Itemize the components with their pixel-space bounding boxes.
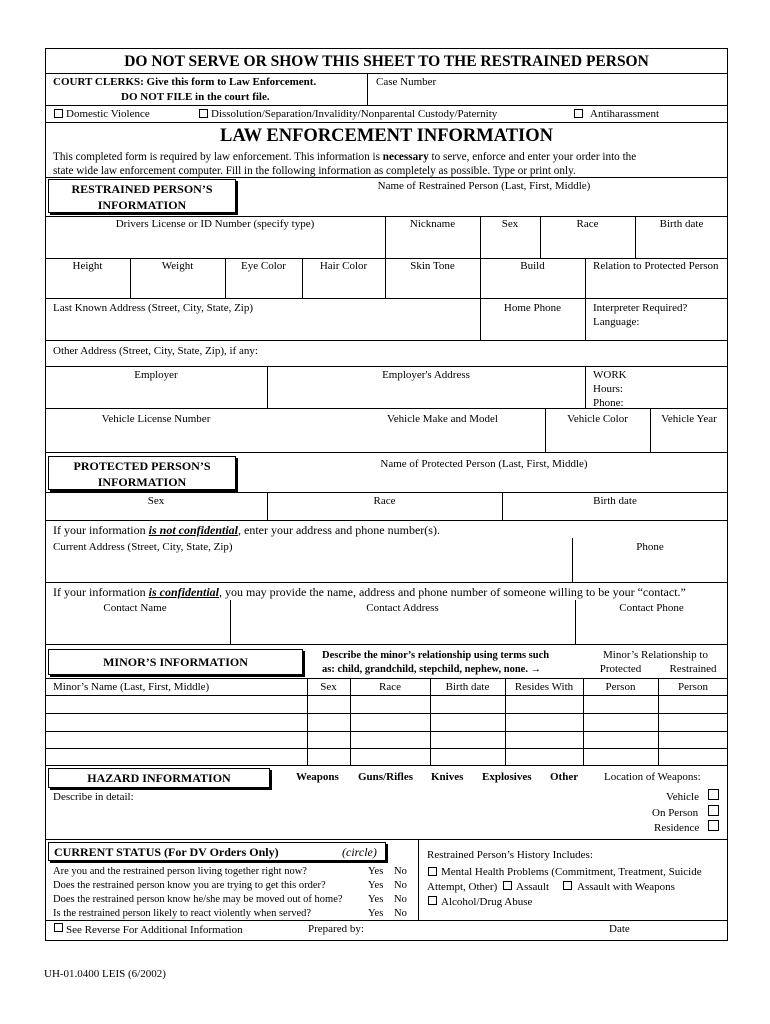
weapons-label: Weapons bbox=[296, 771, 339, 783]
minor-row[interactable] bbox=[45, 695, 728, 713]
vehicle-license-label: Vehicle License Number bbox=[101, 413, 211, 425]
protected-name-label: Name of Protected Person (Last, First, Middle) bbox=[380, 458, 588, 470]
contact-name-label: Contact Name bbox=[103, 602, 167, 614]
protected-heading-line-2: INFORMATION bbox=[97, 475, 187, 489]
on-person-label: On Person bbox=[652, 807, 699, 819]
minor-relationship-title: Minor’s Relationship to bbox=[603, 649, 708, 661]
minor-heading: MINOR’S INFORMATION bbox=[103, 655, 248, 669]
no-option[interactable]: No bbox=[394, 908, 407, 919]
form-id: UH-01.0400 LEIS (6/2002) bbox=[44, 968, 166, 980]
case-number-label: Case Number bbox=[376, 76, 437, 88]
contact-phone-label: Contact Phone bbox=[619, 602, 684, 614]
vehicle-label: Vehicle bbox=[666, 791, 699, 803]
minor-name-label: Minor’s Name (Last, First, Middle) bbox=[53, 681, 210, 693]
rel-restrained-line-2: Person bbox=[678, 681, 708, 693]
dissolution-checkbox[interactable] bbox=[199, 109, 208, 118]
minor-birth-date-label: Birth date bbox=[445, 681, 490, 693]
history-includes-label: Restrained Person’s History Includes: bbox=[427, 849, 593, 861]
mental-health-checkbox[interactable] bbox=[428, 867, 437, 876]
assault-weapons-label: Assault with Weapons bbox=[577, 881, 675, 893]
yes-option[interactable]: Yes bbox=[368, 894, 384, 905]
no-option[interactable]: No bbox=[394, 880, 407, 891]
rel-restrained-line-1: Restrained bbox=[669, 663, 717, 675]
protected-birth-date-label: Birth date bbox=[593, 495, 637, 507]
alcohol-drug-label: Alcohol/Drug Abuse bbox=[441, 896, 533, 908]
date-label: Date bbox=[609, 923, 630, 935]
hazard-heading: HAZARD INFORMATION bbox=[87, 771, 231, 785]
other-label: Other bbox=[550, 771, 579, 783]
knives-label: Knives bbox=[431, 771, 464, 783]
nickname-label: Nickname bbox=[409, 218, 456, 230]
language-label: Language: bbox=[593, 316, 640, 328]
intro-line-1: This completed form is required by law enforcement. This information is necessary to serve, enforce and enter your order into the bbox=[53, 151, 637, 163]
build-label: Build bbox=[520, 260, 545, 272]
prepared-by-label: Prepared by: bbox=[308, 923, 364, 935]
do-not-file-instruction: DO NOT FILE in the court file. bbox=[121, 91, 270, 103]
minor-describe-line-1: Describe the minor’s relationship using terms such bbox=[322, 650, 550, 661]
protected-phone-label: Phone bbox=[636, 541, 664, 553]
domestic-violence-label: Domestic Violence bbox=[66, 108, 150, 120]
weight-label: Weight bbox=[161, 260, 194, 272]
mental-health-label-cont: Attempt, Other) bbox=[427, 881, 498, 893]
status-question-1: Are you and the restrained person living together right now? bbox=[53, 866, 307, 877]
eye-color-label: Eye Color bbox=[241, 260, 286, 272]
domestic-violence-checkbox[interactable] bbox=[54, 109, 63, 118]
employer-label: Employer bbox=[134, 369, 178, 381]
on-person-checkbox[interactable] bbox=[708, 805, 719, 816]
vehicle-checkbox[interactable] bbox=[708, 789, 719, 800]
court-clerks-instruction: COURT CLERKS: Give this form to Law Enforcement. bbox=[53, 76, 317, 88]
yes-option[interactable]: Yes bbox=[368, 880, 384, 891]
status-question-4: Is the restrained person likely to react violently when served? bbox=[53, 908, 312, 919]
restrained-birth-date-label: Birth date bbox=[659, 218, 704, 230]
minor-race-label: Race bbox=[379, 681, 401, 693]
divider bbox=[45, 73, 728, 74]
minor-row[interactable] bbox=[45, 731, 728, 748]
protected-sex-label: Sex bbox=[147, 495, 165, 507]
confidential-instruction: If your information is confidential, you may provide the name, address and phone number of someone willing to be your “contact.” bbox=[53, 585, 686, 599]
dissolution-label: Dissolution/Separation/Invalidity/Nonparental Custody/Paternity bbox=[211, 108, 498, 120]
restrained-race-label: Race bbox=[576, 218, 599, 230]
do-not-serve-banner: DO NOT SERVE OR SHOW THIS SHEET TO THE RESTRAINED PERSON bbox=[124, 53, 649, 70]
residence-checkbox[interactable] bbox=[708, 820, 719, 831]
restrained-sex-label: Sex bbox=[501, 218, 519, 230]
last-known-address-label: Last Known Address (Street, City, State, Zip) bbox=[53, 302, 254, 314]
status-question-2: Does the restrained person know you are trying to get this order? bbox=[53, 880, 326, 891]
assault-weapons-checkbox[interactable] bbox=[563, 881, 572, 890]
describe-detail-label: Describe in detail: bbox=[53, 791, 134, 803]
relation-to-protected-label: Relation to Protected Person bbox=[593, 260, 719, 272]
not-confidential-instruction: If your information is not confidential, enter your address and phone number(s). bbox=[53, 523, 440, 537]
no-option[interactable]: No bbox=[394, 866, 407, 877]
vehicle-year-label: Vehicle Year bbox=[661, 413, 717, 425]
interpreter-required-label: Interpreter Required? bbox=[593, 302, 688, 314]
home-phone-label: Home Phone bbox=[503, 302, 562, 314]
restrained-name-label: Name of Restrained Person (Last, First, Middle) bbox=[377, 180, 591, 192]
see-reverse-checkbox[interactable] bbox=[54, 923, 63, 932]
assault-checkbox[interactable] bbox=[503, 881, 512, 890]
skin-tone-label: Skin Tone bbox=[410, 260, 455, 272]
work-phone-label: Phone: bbox=[593, 397, 624, 409]
minor-row[interactable] bbox=[45, 713, 728, 731]
height-label: Height bbox=[72, 260, 103, 272]
resides-with-label: Resides With bbox=[514, 681, 574, 693]
explosives-label: Explosives bbox=[482, 771, 532, 783]
assault-label: Assault bbox=[516, 881, 549, 893]
minor-sex-label: Sex bbox=[320, 681, 337, 693]
guns-rifles-label: Guns/Rifles bbox=[358, 771, 414, 783]
status-question-3: Does the restrained person know he/she may be moved out of home? bbox=[53, 894, 343, 905]
yes-option[interactable]: Yes bbox=[368, 908, 384, 919]
vehicle-make-label: Vehicle Make and Model bbox=[387, 413, 498, 425]
minor-describe-line-2: as: child, grandchild, stepchild, nephew, none. → bbox=[322, 664, 542, 675]
work-label: WORK bbox=[593, 369, 627, 381]
contact-address-label: Contact Address bbox=[366, 602, 439, 614]
hair-color-label: Hair Color bbox=[319, 260, 368, 272]
antiharassment-checkbox[interactable] bbox=[574, 109, 583, 118]
circle-instruction: (circle) bbox=[342, 845, 377, 859]
work-hours-label: Hours: bbox=[593, 383, 623, 395]
location-of-weapons-label: Location of Weapons: bbox=[604, 771, 701, 783]
right-arrow-icon: → bbox=[530, 664, 542, 675]
no-option[interactable]: No bbox=[394, 894, 407, 905]
alcohol-drug-checkbox[interactable] bbox=[428, 896, 437, 905]
mental-health-label: Mental Health Problems (Commitment, Treatment, Suicide bbox=[441, 866, 702, 878]
current-address-label: Current Address (Street, City, State, Zip) bbox=[53, 541, 233, 553]
rel-protected-line-1: Protected bbox=[599, 663, 642, 675]
other-address-label: Other Address (Street, City, State, Zip), if any: bbox=[53, 345, 258, 357]
rel-protected-line-2: Person bbox=[605, 681, 636, 693]
minor-row[interactable] bbox=[45, 748, 728, 765]
see-reverse-label: See Reverse For Additional Information bbox=[66, 924, 243, 936]
vehicle-color-label: Vehicle Color bbox=[567, 413, 628, 425]
restrained-heading-line-2: INFORMATION bbox=[97, 198, 187, 212]
page-title: LAW ENFORCEMENT INFORMATION bbox=[219, 126, 554, 146]
protected-race-label: Race bbox=[373, 495, 396, 507]
restrained-heading-line-1: RESTRAINED PERSON’S bbox=[71, 182, 213, 196]
intro-line-2: state wide law enforcement computer. Fill in the following information as completely as possible. Type or print only. bbox=[53, 165, 576, 177]
employer-address-label: Employer's Address bbox=[382, 369, 470, 381]
yes-option[interactable]: Yes bbox=[368, 866, 384, 877]
residence-label: Residence bbox=[654, 822, 700, 834]
protected-heading-line-1: PROTECTED PERSON’S bbox=[73, 459, 211, 473]
drivers-license-label: Drivers License or ID Number (specify type) bbox=[115, 218, 315, 230]
current-status-heading: CURRENT STATUS (For DV Orders Only) bbox=[54, 845, 279, 859]
antiharassment-label: Antiharassment bbox=[590, 108, 660, 120]
